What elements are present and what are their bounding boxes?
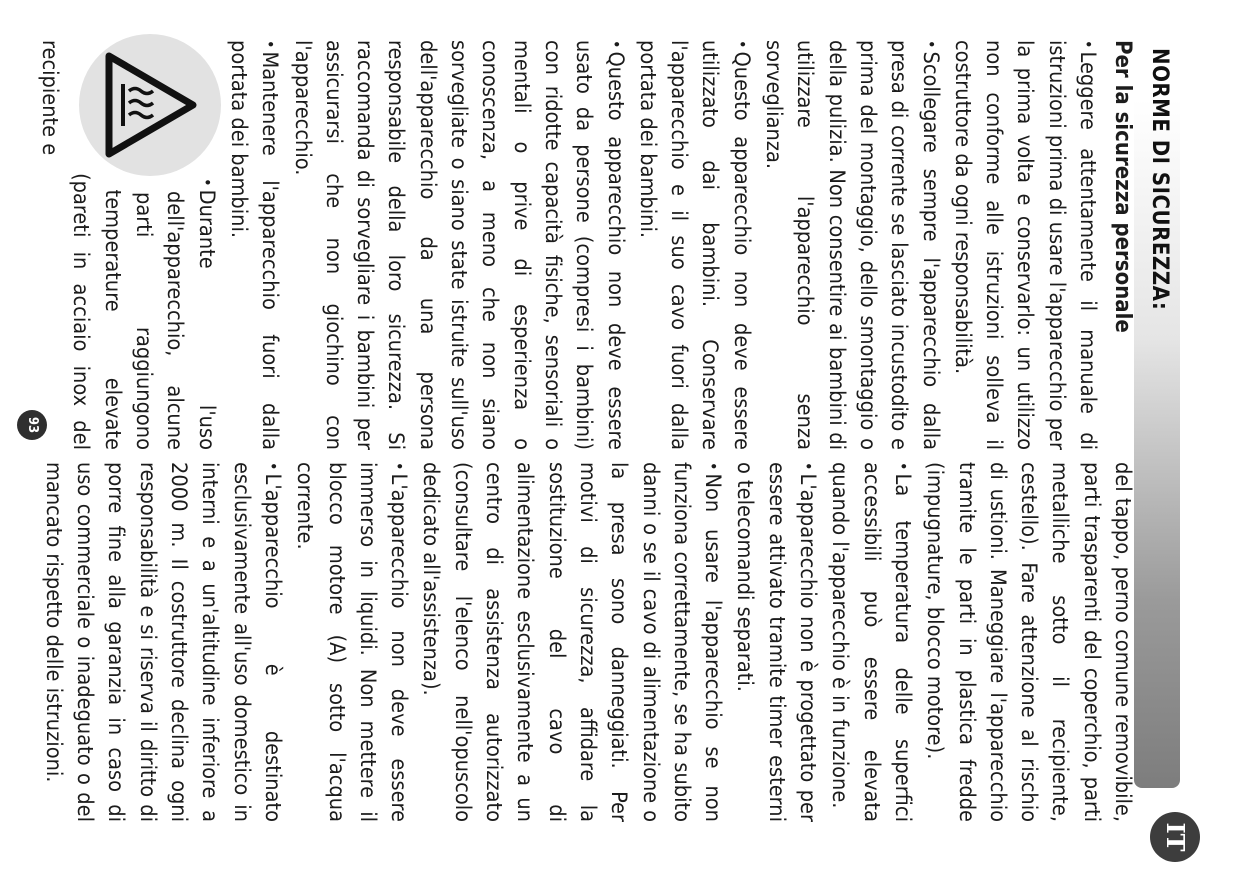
safety-bullet — [824, 462, 919, 822]
bullet-text: Mantenere l'apparecchio fuori dalla portata dei bambini. — [225, 40, 283, 450]
bullet-text: L'apparecchio non deve essere immerso in liquidi. Non mettere il blocco motore (A) sotto l'acqua corrente. — [292, 462, 412, 822]
bullet-icon: • — [921, 40, 941, 49]
bullet-icon: • — [263, 462, 283, 471]
bullet-text: Scollegare sempre l'apparecchio dalla presa di corrente se lasciato incustodito e prima del montaggio, dello smontaggio o della pulizia. Non consentire ai bambini di utilizzare l'apparecchio senza sorveglianza. — [761, 40, 943, 450]
warning-icon-background — [79, 34, 221, 176]
bullet-icon: • — [197, 178, 217, 187]
bullet-icon: • — [704, 462, 724, 471]
bullet-continuation: del tappo, perno comune removibile, parti trasparenti del coperchio, parti metalliche sotto il recipiente, cestello). Fare attenzione al rischio di ustioni. Maneggiare l'apparecchio tramite le parti in plastica fredde (impugnature, blocco motore). — [922, 462, 1135, 822]
safety-bullet — [632, 40, 758, 450]
bullet-icon: • — [1079, 40, 1098, 49]
text-column-right — [38, 462, 1138, 822]
safety-bullet — [758, 40, 947, 450]
bullet-text: Leggere attentamente il manuale di istruzioni prima di usare l'apparecchio per la prima volta e conservarlo: un utilizzo non conforme alle istruzioni solleva il costruttore da ogni responsabilità. — [949, 40, 1100, 450]
bullet-icon: • — [732, 40, 752, 49]
bullet-icon: • — [799, 462, 819, 471]
safety-bullet — [415, 462, 729, 822]
hot-surface-warning-icon — [71, 34, 221, 180]
page-number: 93 — [17, 410, 47, 440]
page-title: NORME DI SICUREZZA: — [1147, 48, 1172, 311]
bullet-text: Durante l'uso dell'apparecchio, alcune parti raggiungono temperature elevate (pareti in acciaio inox del recipiente e — [37, 40, 219, 450]
text-column-left — [34, 40, 1138, 450]
bullet-text: Questo apparecchio non deve essere utilizzato dai bambini. Conservare l'apparecchio e il suo cavo fuori dalla portata dei bambini. — [634, 40, 754, 450]
bullet-icon: • — [606, 40, 626, 49]
bullet-icon: • — [261, 40, 281, 49]
safety-bullet — [38, 462, 289, 822]
bullet-text: L'apparecchio è destinato esclusivamente all'uso domestico in interni e a un'altitudine inferiore a 2000 m. Il costruttore declina ogni responsabilità e si riserva il diritto di porre fine alla garanzia in caso di uso commerciale o inadeguato o del mancato rispetto delle istruzioni. — [40, 462, 285, 822]
bullet-text: La temperatura delle superfici accessibili può essere elevata quando l'apparecchio è in funzione. — [827, 462, 915, 822]
section-heading: Per la sicurezza personale — [1110, 40, 1135, 333]
bullet-text: L'apparecchio non è progettato per essere attivato tramite timer esterni o telecomandi separati. — [732, 462, 821, 822]
language-badge: IT — [1150, 812, 1200, 862]
safety-bullet — [286, 40, 631, 450]
bullet-icon: • — [390, 462, 410, 471]
bullet-text: Questo apparecchio non deve essere usato da persone (compresi i bambini) con ridotte capacità fisiche, sensoriali o mentali o prive di esperienza o conoscenza, a meno che non siano sorvegliate o siano state istruite sull'uso dell'apparecchio da una persona responsabile della loro sicurezza. Si raccomanda di sorvegliare i bambini per assicurarsi che non giochino con l'apparecchio. — [289, 40, 628, 450]
safety-bullet — [223, 40, 287, 450]
bullet-icon: • — [893, 462, 913, 471]
safety-bullet — [947, 40, 1104, 450]
warning-triangle-icon — [101, 50, 201, 160]
safety-bullet — [289, 462, 415, 822]
bullet-text: Non usare l'apparecchio se non funziona correttamente, se ha subito danni o se il cavo di alimentazione o la presa sono danneggiati. Per motivi di sicurezza, affidare la sostituzione del cavo di alimentazione esclusivamente a un centro di assistenza autorizzato (consultare l'elenco nell'opuscolo dedicato all'assistenza). — [418, 462, 726, 822]
safety-bullet — [729, 462, 824, 822]
